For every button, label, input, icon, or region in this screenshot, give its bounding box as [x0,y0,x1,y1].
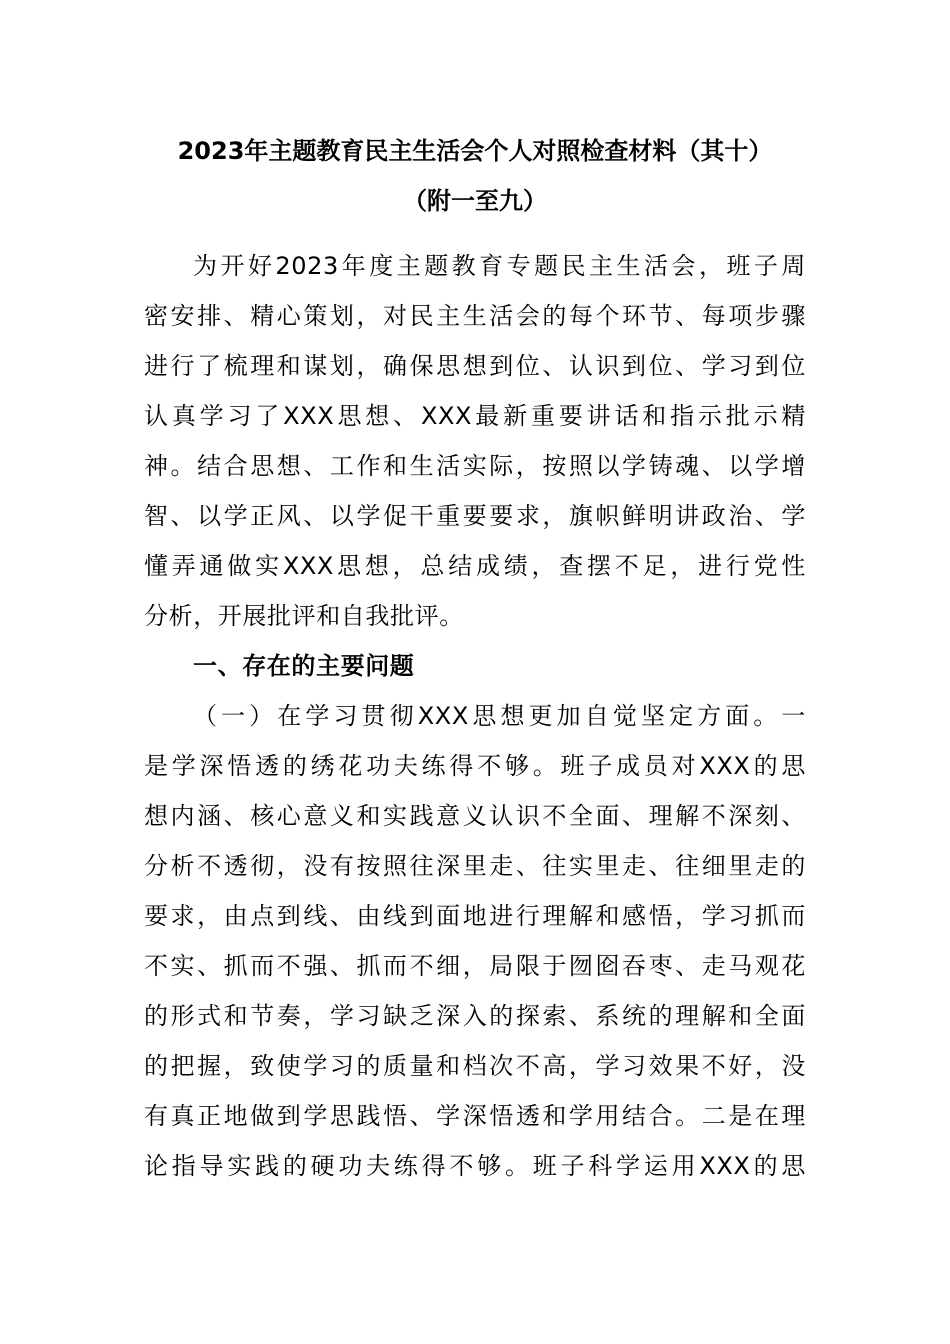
intro-line: 懂弄通做实XXX思想，总结成绩，查摆不足，进行党性 [144,552,806,580]
intro-line: 分析，开展批评和自我批评。 [144,602,464,630]
intro-line: 密安排、精心策划，对民主生活会的每个环节、每项步骤 [144,302,806,330]
body-line: 有真正地做到学思践悟、学深悟透和学用结合。二是在理 [144,1102,806,1130]
body-line: 不实、抓而不强、抓而不细，局限于囫囵吞枣、走马观花 [144,952,806,980]
intro-line: 神。结合思想、工作和生活实际，按照以学铸魂、以学增 [144,452,806,480]
document-title: 2023年主题教育民主生活会个人对照检查材料（其十） [177,137,773,165]
intro-line: 认真学习了XXX思想、XXX最新重要讲话和指示批示精 [144,402,806,430]
body-line: 是学深悟透的绣花功夫练得不够。班子成员对XXX的思 [144,752,806,780]
body-line: （一）在学习贯彻XXX思想更加自觉坚定方面。一 [193,702,806,730]
section-heading: 一、存在的主要问题 [193,652,415,680]
document-subtitle: （附一至九） [403,187,547,215]
intro-line: 智、以学正风、以学促干重要要求，旗帜鲜明讲政治、学 [144,502,806,530]
body-line: 论指导实践的硬功夫练得不够。班子科学运用XXX的思 [144,1152,806,1180]
body-line: 想内涵、核心意义和实践意义认识不全面、理解不深刻、 [144,802,806,830]
intro-line: 为开好2023年度主题教育专题民主生活会，班子周 [193,252,806,280]
body-line: 的形式和节奏，学习缺乏深入的探索、系统的理解和全面 [144,1002,806,1030]
body-line: 分析不透彻，没有按照往深里走、往实里走、往细里走的 [144,852,806,880]
body-line: 的把握，致使学习的质量和档次不高，学习效果不好，没 [144,1052,806,1080]
intro-line: 进行了梳理和谋划，确保思想到位、认识到位、学习到位 [144,352,806,380]
body-line: 要求，由点到线、由线到面地进行理解和感悟，学习抓而 [144,902,806,930]
